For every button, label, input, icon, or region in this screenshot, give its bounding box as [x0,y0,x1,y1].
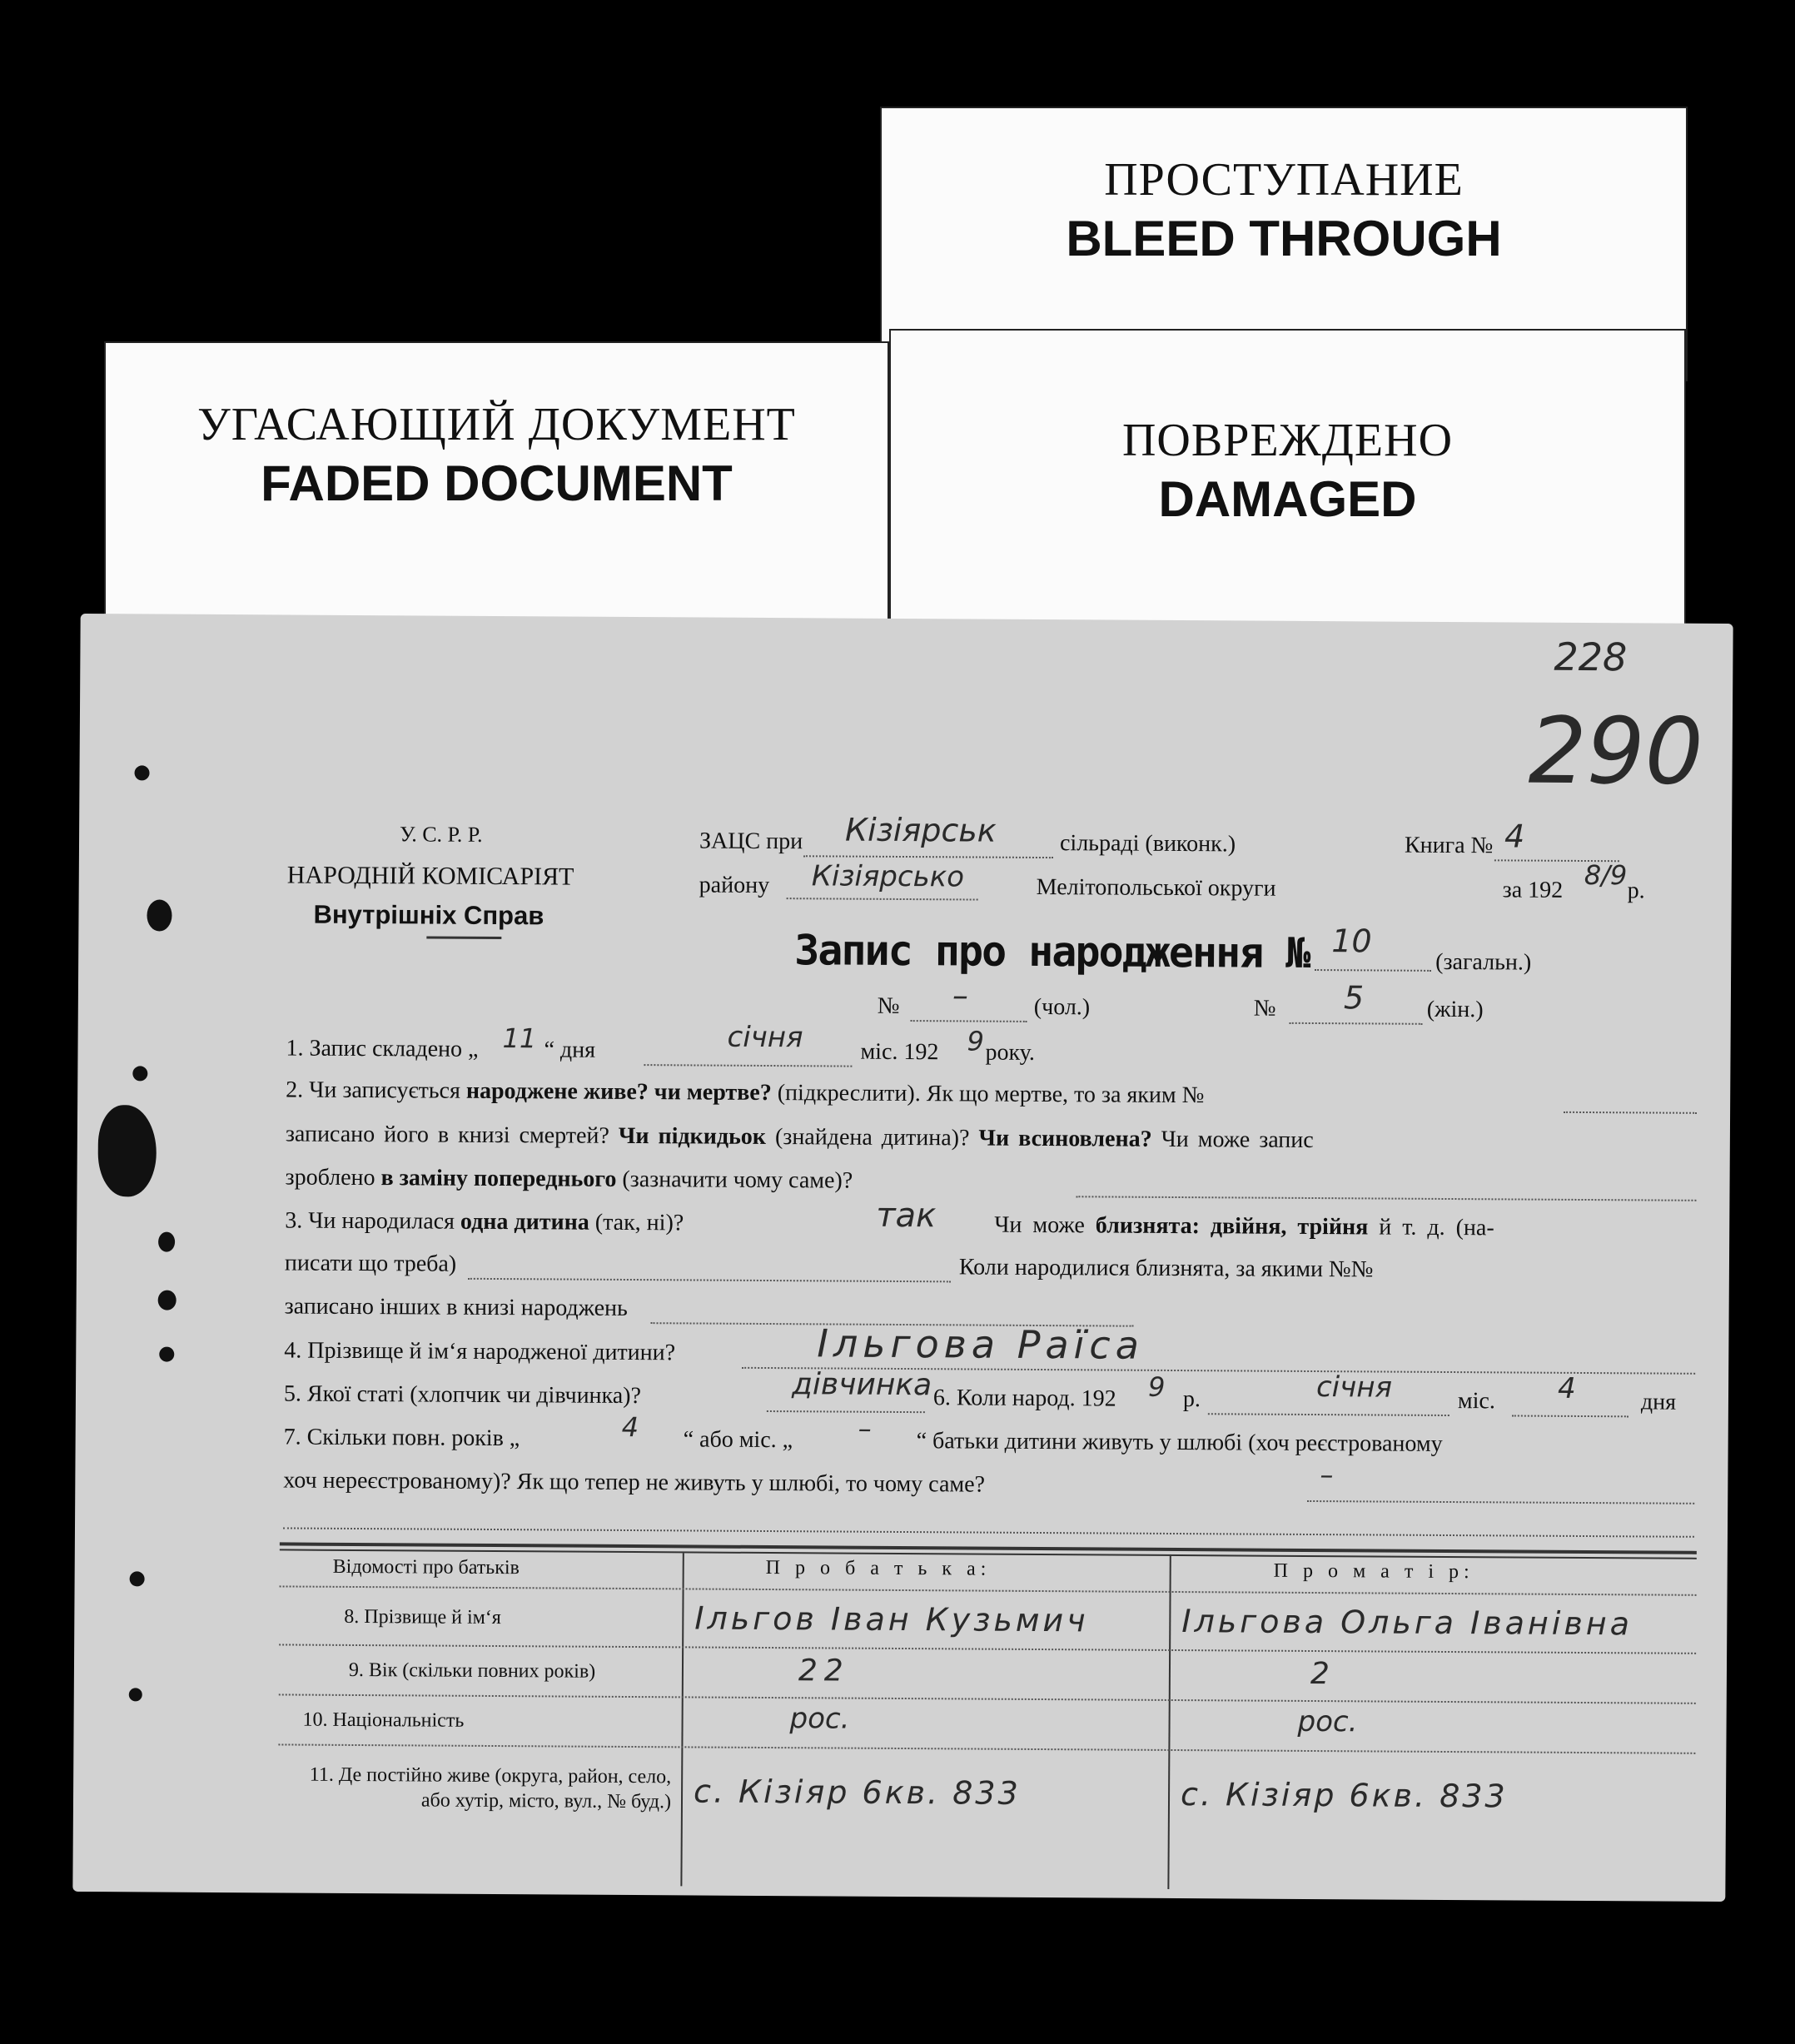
field2-text: 2. Чи записується [286,1077,460,1104]
faded-label-en: FADED DOCUMENT [261,455,733,511]
table-header-rule [280,1585,1697,1595]
archive-number-top: 228 [1554,634,1628,680]
field2-text: (зазначити чому саме)? [622,1166,853,1194]
field3-line3: записано інших в книзі народжень [284,1293,628,1321]
father-address: с. Кізіяр 6кв. 833 [693,1773,1021,1812]
bleed-through-label-en: BLEED THROUGH [1066,211,1502,266]
field2-line3-fill [1076,1196,1696,1201]
father-age: 22 [798,1654,850,1688]
field6-day: 4 [1557,1371,1576,1405]
field3-line2a: писати що треба) [284,1250,457,1277]
row11-label: 11. Де постійно живе (округа, район, село, або хутір, місто, вул., № буд.) [309,1763,672,1813]
field3-text: (так, ні)? [594,1209,684,1236]
table-header-info: Відомості про батьків [332,1555,520,1579]
female-num-sign: № [1253,995,1276,1022]
field7-fill [1307,1500,1694,1504]
field1-month: січня [727,1020,803,1055]
punch-hole [129,1688,142,1701]
field2-text: записано його в книзі смертей? [285,1121,609,1149]
punch-hole [132,1066,147,1081]
book-value: 4 [1504,818,1525,855]
field3-line1b [994,1212,1494,1242]
book-label: Книга № [1404,832,1494,859]
father-name: Ільгов Іван Кузьмич [694,1599,1089,1639]
field2-line3 [285,1164,853,1194]
field1-label: 1. Запис складено „ [286,1035,479,1062]
zags-prefix: ЗАЦС при [699,828,803,855]
mother-nationality: рос. [1297,1704,1358,1739]
father-nationality: рос. [789,1702,850,1736]
field1-year: 9 [967,1025,985,1057]
field1-day-suffix: “ дня [544,1037,596,1063]
mother-address: с. Кізіяр 6кв. 833 [1180,1776,1508,1815]
male-label: (чол.) [1033,993,1091,1021]
punch-hole [158,1232,175,1252]
field5-label: 5. Якої статі (хлопчик чи дівчинка)? [283,1380,642,1410]
district-line [787,898,978,900]
field1-day: 11 [502,1022,537,1055]
general-label: (загальн.) [1435,948,1532,976]
field3-bold: одна дитина [460,1208,589,1236]
row10-label: 10. Національність [302,1708,465,1732]
punch-hole [134,765,149,780]
damaged-label-ru: ПОВРЕЖДЕНО [1121,415,1454,466]
field1-year-label: міс. 192 [860,1038,939,1066]
field3-bold: близнята: двійня, трійня [1095,1212,1369,1241]
child-name-value: Ільгова Раїса [817,1320,1145,1368]
field7-months: – [858,1412,872,1445]
table-col-divider [1167,1556,1171,1889]
field3-text: 3. Чи народилася [285,1207,455,1235]
field7-years: 4 [621,1410,639,1444]
female-label: (жін.) [1426,996,1484,1023]
punch-hole [130,1571,145,1586]
field3-value: так [876,1196,937,1236]
field2-line2 [286,1121,1314,1154]
field2-bold: Чи всиновлена? [978,1125,1152,1152]
field6-month-line [1208,1413,1449,1416]
field3-line1a [285,1207,684,1236]
year-value: 8/9 [1584,858,1628,892]
punch-hole [159,1347,174,1362]
okruha-label: Мелітопольської округи [1036,873,1276,902]
field2-bold: в заміну попереднього [380,1165,617,1192]
field2-bold: Чи підкидьок [618,1122,767,1150]
punch-hole [158,1291,177,1310]
field7-label: 7. Скільки повн. років „ [283,1424,520,1452]
field6-day-line [1512,1415,1628,1417]
header-rule [426,936,501,939]
field2-text: (знайдена дитина)? [774,1124,970,1151]
field3-line2b: Коли народилися близнята, за якими №№ [958,1254,1374,1283]
male-num-sign: № [877,992,900,1019]
male-number-line [911,1020,1027,1022]
district-value: Кізіярсько [811,859,965,894]
birth-record-document [72,614,1733,1902]
zags-value: Кізіярськ [845,811,997,849]
field3-text: й т. д. (на- [1379,1214,1494,1241]
field3-text: Чи може [994,1211,1085,1239]
district-prefix: району [699,872,770,899]
zags-line [803,855,1053,858]
field4-label: 4. Прізвище й ім‘я народженої дитини? [284,1337,676,1366]
ussr-label: У. С. Р. Р. [400,822,483,847]
field5-fill [767,1410,925,1413]
field1-year-suffix: року. [985,1039,1036,1066]
row9-label: 9. Вік (скільки повних років) [348,1659,596,1683]
mother-age: 2 [1310,1656,1330,1692]
punch-hole [147,899,172,931]
year-suffix: р. [1627,878,1645,904]
field7-line2: хоч нереєстрованому)? Як що тепер не живуть у шлюбі, то чому саме? [283,1467,986,1498]
field2-line1 [286,1077,1204,1109]
field6-day-label: дня [1640,1389,1677,1415]
row8-rule [279,1644,1696,1654]
field2-bold: народжене живе? чи мертве? [465,1077,772,1107]
bleed-through-label-ru: ПРОСТУПАНИЕ [1104,154,1464,206]
field1-month-line [644,1064,852,1067]
archive-number-big: 290 [1528,697,1704,805]
field6-label: 6. Коли народ. 192 [932,1385,1116,1412]
mother-name: Ільгова Ольга Іванівна [1181,1603,1633,1643]
field6-year-suffix: р. [1182,1386,1201,1413]
table-header-father: П р о б а т ь к а: [765,1557,992,1580]
child-sex-value: дівчинка [791,1367,932,1403]
record-title: Запис про народження № [794,926,1310,977]
table-header-mother: П р о м а т і р: [1273,1559,1474,1584]
field7-extra-fill [283,1527,1694,1537]
record-number: 10 [1331,923,1372,960]
male-number: – [952,977,969,1014]
field7-rest: “ батьки дитини живуть у шлюбі (хоч реєстрованому [916,1428,1443,1457]
field6-month-label: міс. [1457,1388,1495,1415]
field7-mid: “ або міс. „ [683,1426,793,1454]
field6-month: січня [1315,1370,1393,1405]
row8-label: 8. Прізвище й ім‘я [344,1605,501,1629]
punch-hole [97,1105,157,1196]
commissariat-label: НАРОДНІЙ КОМІСАРІЯТ [286,861,574,891]
ministry-label: Внутрішніх Справ [313,899,544,931]
damaged-card [889,329,1686,654]
field2-text: (підкреслити). Як що мертве, то за яким № [777,1080,1205,1109]
field2-text: Чи може запис [1161,1126,1314,1154]
field7-value: – [1320,1459,1334,1491]
female-number: 5 [1343,979,1365,1017]
faded-label-ru: УГАСАЮЩИЙ ДОКУМЕНТ [197,399,796,450]
field2-line1-fill [1564,1112,1697,1114]
row10-rule [278,1743,1695,1753]
year-label: за 192 [1502,877,1564,903]
table-col-divider [680,1553,684,1886]
field3-line2-fill [468,1278,951,1283]
zags-suffix: сільраді (виконк.) [1059,830,1236,858]
field6-year: 9 [1147,1370,1166,1403]
row9-rule [279,1693,1696,1703]
damaged-label-en: DAMAGED [1158,471,1417,527]
female-number-line [1290,1022,1423,1025]
record-number-line [1315,969,1431,972]
faded-document-card [104,341,889,649]
field2-text: зроблено [285,1164,375,1191]
